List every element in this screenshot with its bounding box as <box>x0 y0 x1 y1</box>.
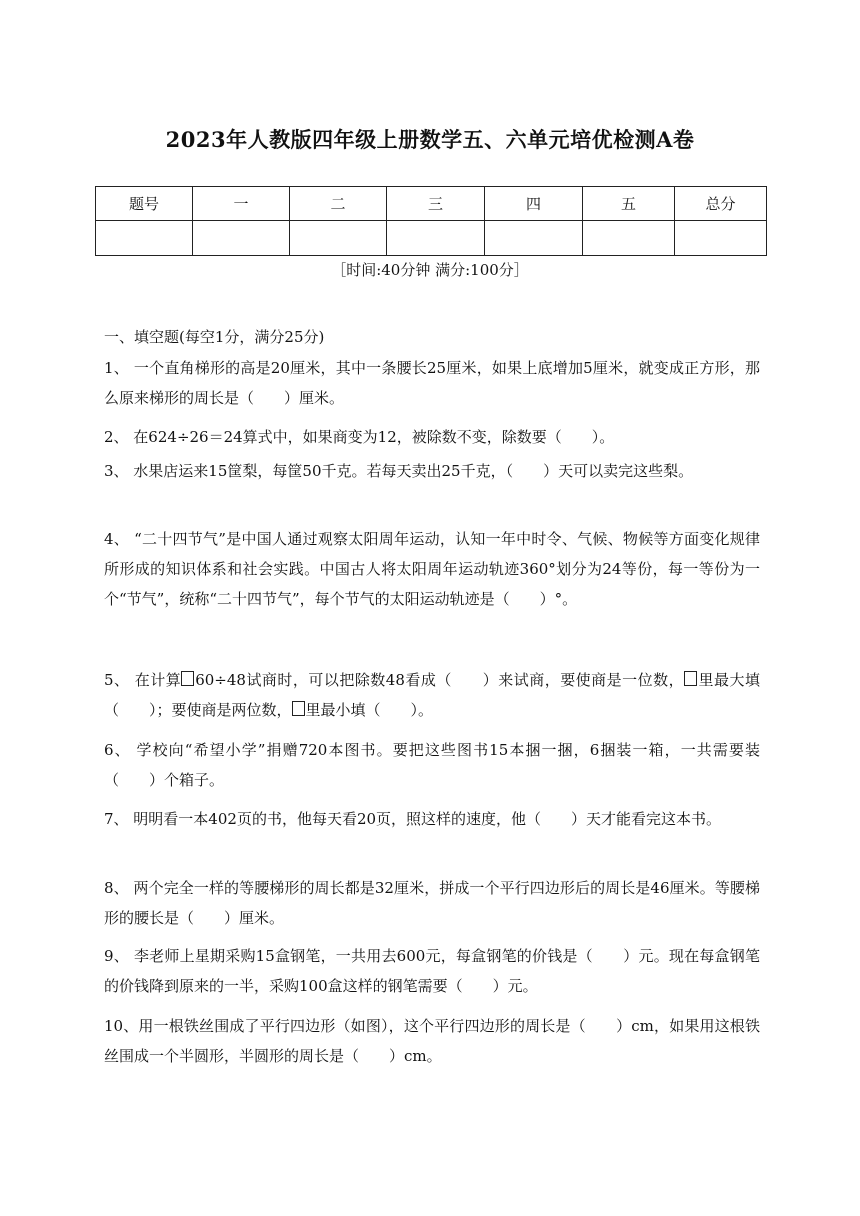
score-cell[interactable] <box>193 221 290 256</box>
question-2: 2、 在624÷26＝24算式中，如果商变为12，被除数不变，除数要（ ）。 <box>104 428 615 446</box>
score-value-row <box>96 221 767 256</box>
score-cell[interactable] <box>583 221 675 256</box>
blank-box-icon <box>181 671 194 686</box>
header-cell-3: 三 <box>387 187 485 221</box>
header-cell-number: 题号 <box>96 187 193 221</box>
question-5-part-1: 5、 在计算 <box>104 671 182 689</box>
header-cell-1: 一 <box>193 187 290 221</box>
section-heading: 一、填空题(每空1分，满分25分) <box>104 328 325 346</box>
score-cell[interactable] <box>387 221 485 256</box>
question-5-part-4: 里最小填（ ）。 <box>305 701 434 719</box>
question-6: 6、 学校向“希望小学”捐赠720本图书。要把这些图书15本捆一捆，6捆装一箱，一共需要装（ ）个箱子。 <box>104 741 760 789</box>
blank-box-icon <box>684 671 697 686</box>
score-cell[interactable] <box>675 221 767 256</box>
header-cell-5: 五 <box>583 187 675 221</box>
header-cell-2: 二 <box>290 187 387 221</box>
question-9: 9、 李老师上星期采购15盒钢笔，一共用去600元，每盒钢笔的价钱是（ ）元。现在每盒钢笔的价钱降到原来的一半，采购100盒这样的钢笔需要（ ）元。 <box>104 947 760 995</box>
time-limit-line: ［时间:40分钟 满分:100分］ <box>331 261 529 279</box>
question-1: 1、 一个直角梯形的高是20厘米，其中一条腰长25厘米，如果上底增加5厘米，就变成正方形，那么原来梯形的周长是（ ）厘米。 <box>104 359 760 407</box>
question-5-part-2: 60÷48试商时，可以把除数48看成（ ）来试商，要使商是一位数， <box>195 671 685 689</box>
score-cell[interactable] <box>485 221 583 256</box>
question-5-part-3: 里最大填（ ）；要使商是两位数， <box>104 671 760 719</box>
question-3: 3、 水果店运来15筐梨，每筐50千克。若每天卖出25千克，（ ）天可以卖完这些梨。 <box>104 462 694 480</box>
score-header-row <box>96 187 767 221</box>
question-10: 10、用一根铁丝围成了平行四边形（如图），这个平行四边形的周长是（ ）cm，如果用这根铁丝围成一个半圆形，半圆形的周长是（ ）cm。 <box>104 1017 760 1065</box>
score-cell[interactable] <box>290 221 387 256</box>
score-cell[interactable] <box>96 221 193 256</box>
header-cell-4: 四 <box>485 187 583 221</box>
question-5 <box>104 665 760 725</box>
page-title: 2023年人教版四年级上册数学五、六单元培优检测A卷 <box>165 127 695 152</box>
score-table <box>95 186 767 256</box>
blank-box-icon <box>292 701 305 716</box>
question-4: 4、 “二十四节气”是中国人通过观察太阳周年运动，认知一年中时令、气候、物候等方面变化规律所形成的知识体系和社会实践。中国古人将太阳周年运动轨迹360°划分为24等份，每一等份为一个“节气”，统称“二十四节气”，每个节气的太阳运动轨迹是（ ）°。 <box>104 530 760 608</box>
header-cell-total: 总分 <box>675 187 767 221</box>
question-7: 7、 明明看一本402页的书，他每天看20页，照这样的速度，他（ ）天才能看完这本书。 <box>104 810 722 828</box>
question-8: 8、 两个完全一样的等腰梯形的周长都是32厘米，拼成一个平行四边形后的周长是46厘米。等腰梯形的腰长是（ ）厘米。 <box>104 879 760 927</box>
